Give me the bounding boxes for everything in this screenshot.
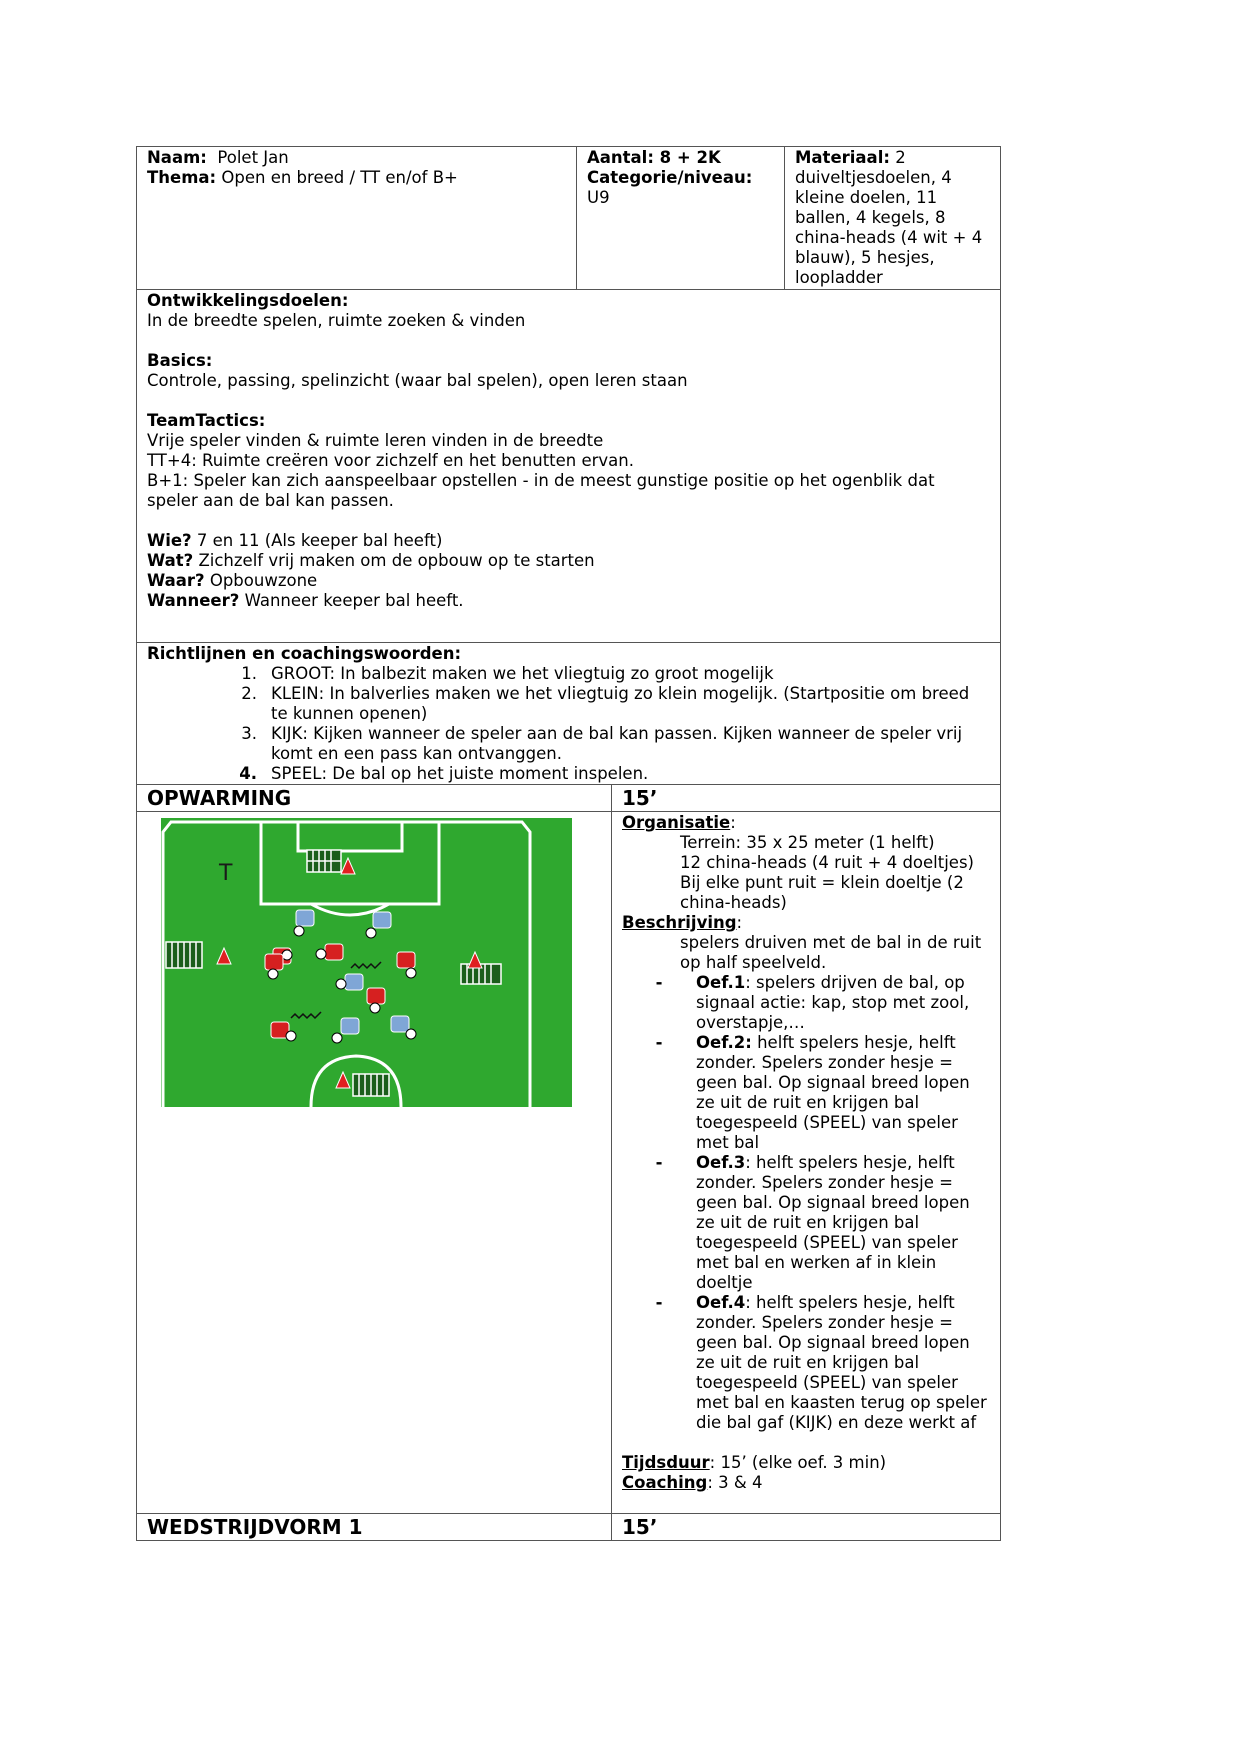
- aantal-label: Aantal: 8 + 2K: [587, 148, 721, 167]
- goal-top: [307, 850, 341, 872]
- coaching-item-text: KLEIN: In balverlies maken we het vliegtuig zo klein mogelijk. (Startpositie om breed te kunnen openen): [271, 684, 970, 723]
- coaching-item: [147, 664, 990, 684]
- coaching-guidelines-label: Richtlijnen en coachingswoorden:: [147, 644, 462, 663]
- wat-text: Zichzelf vrij maken om de opbouw op te starten: [198, 551, 595, 570]
- beschrijving-text: spelers druiven met de bal in de ruit op half speelveld.: [680, 933, 982, 972]
- waar-text: Opbouwzone: [209, 571, 318, 590]
- exercise-text: : helft spelers hesje, helft zonder. Spelers zonder hesje = geen bal. Op signaal breed lopen ze uit de ruit en krijgen bal toegespeeld (SPEEL) van speler met bal en kaasten terug op speler die bal gaf (KIJK) en deze werkt af: [696, 1293, 987, 1432]
- wedstrijd-header-row: [137, 1514, 1001, 1541]
- goal-left: [166, 942, 202, 968]
- waar-label: Waar?: [147, 571, 205, 590]
- header-row: [137, 147, 1001, 290]
- wanneer-label: Wanneer?: [147, 591, 240, 610]
- tt-line-1: Vrije speler vinden & ruimte leren vinden in de breedte: [147, 431, 604, 450]
- thema-label: Thema:: [147, 168, 217, 187]
- exercise-item: - Oef.1: spelers drijven de bal, op signaal actie: kap, stop met zool, overstapje,…: [655, 973, 970, 1032]
- coaching-label: Coaching: [622, 1473, 708, 1492]
- exercise-list: [622, 973, 990, 1433]
- coaching-cell: [137, 643, 1001, 785]
- categorie-label: Categorie/niveau:: [587, 168, 753, 187]
- wanneer-text: Wanneer keeper bal heeft.: [244, 591, 464, 610]
- exercise-label: Oef.3: [696, 1153, 746, 1172]
- exercise-label: Oef.2:: [696, 1033, 752, 1052]
- wedstrijd-title: WEDSTRIJDVORM 1: [137, 1514, 612, 1541]
- exercise-text: helft spelers hesje, helft zonder. Spelers zonder hesje = geen bal. Op signaal breed lopen ze uit de ruit en krijgen bal toegespeeld (SPEEL) van speler met bal: [696, 1033, 970, 1152]
- opwarming-body-row: [137, 812, 1001, 1514]
- goals-cell: [137, 290, 1001, 643]
- categorie-value: U9: [587, 188, 610, 207]
- tijdsduur-label: Tijdsduur: [622, 1453, 710, 1472]
- tt-label: TeamTactics:: [147, 411, 266, 430]
- basics-label: Basics:: [147, 351, 213, 370]
- organisatie-label: Organisatie: [622, 813, 731, 832]
- materiaal-label: Materiaal:: [795, 148, 890, 167]
- naam-thema-cell: [137, 147, 577, 290]
- wie-text: 7 en 11 (Als keeper bal heeft): [196, 531, 443, 550]
- tt-line-2: TT+4: Ruimte creëren voor zichzelf en het benutten ervan.: [147, 451, 634, 470]
- aantal-cell: [577, 147, 785, 290]
- session-sheet: [136, 146, 1000, 1541]
- coaching-item-text: SPEEL: De bal op het juiste moment inspelen.: [271, 764, 649, 783]
- coaching-item-text: KIJK: Kijken wanneer de speler aan de bal kan passen. Kijken wanneer de speler vrij komt en een pass kan ontvanggen.: [271, 724, 963, 763]
- coaching-item-text: GROOT: In balbezit maken we het vliegtuig zo groot mogelijk: [271, 664, 774, 683]
- exercise-item: - Oef.3: helft spelers hesje, helft zonder. Spelers zonder hesje = geen bal. Op signaal breed lopen ze uit de ruit en krijgen bal toegespeeld (SPEEL) van speler met bal en werken af in klein doeltje: [655, 1153, 970, 1292]
- coaching-item: [147, 764, 990, 784]
- ontw-text: In de breedte spelen, ruimte zoeken & vinden: [147, 311, 526, 330]
- trainer-marker: T: [219, 861, 233, 886]
- coaching-item-num: 1.: [241, 664, 257, 683]
- basics-text: Controle, passing, spelinzicht (waar bal spelen), open leren staan: [147, 371, 688, 390]
- beschrijving-label: Beschrijving: [622, 913, 737, 932]
- materiaal-cell: [785, 147, 1001, 290]
- naam-label: Naam:: [147, 148, 207, 167]
- opwarming-duration: 15’: [612, 785, 1001, 812]
- wat-label: Wat?: [147, 551, 194, 570]
- org-line: 12 china-heads (4 ruit + 4 doeltjes): [680, 853, 974, 872]
- exercise-item: - Oef.4: helft spelers hesje, helft zonder. Spelers zonder hesje = geen bal. Op signaal breed lopen ze uit de ruit en krijgen bal toegespeeld (SPEEL) van speler met bal en kaasten terug op speler die bal gaf (KIJK) en deze werkt af: [655, 1293, 987, 1432]
- coaching-item-num: 4.: [239, 764, 257, 783]
- wie-label: Wie?: [147, 531, 192, 550]
- diagram-cell: [137, 812, 612, 1514]
- field-drawing: [161, 818, 572, 1107]
- naam-value: Polet Jan: [217, 148, 289, 167]
- exercise-label: Oef.1: [696, 973, 746, 992]
- coaching-text: : 3 & 4: [707, 1473, 763, 1492]
- goals-row: [137, 290, 1001, 643]
- opwarming-text-cell: Organisatie: Terrein: 35 x 25 meter (1 helft) 12 china-heads (4 ruit + 4 doeltjes) Bij elke punt ruit = klein doeltje (2 china-heads) Beschrijving: spelers druiven met de bal in de ruit op half speelveld. - Oef.1: spelers drijven de bal, op signaal actie: kap, stop met zool, overstapje,… - Oef.2: helft spelers hesje, helft zonder. Spelers zonder hesje = geen bal. Op signaal breed lopen ze uit de ruit en krijgen bal toegespeeld (SPEEL) van speler met bal - Oef.3: helft spelers hesje, helft zonder. Spelers zonder hesje = geen bal. Op signaal breed lopen ze uit de ruit en krijgen bal toegespeeld (SPEEL) van speler met bal en werken af in klein doeltje - Oef.4: helft spelers hesje, helft zonder. Spelers zonder hesje = geen bal. Op signaal breed lopen ze uit de ruit en krijgen bal toegespeeld (SPEEL) van speler met bal en kaasten terug op speler die bal gaf (KIJK) en deze werkt af Tijdsduur: 15’ (elke oef. 3 min) Coaching: 3 & 4: [612, 812, 1001, 1514]
- exercise-text: : helft spelers hesje, helft zonder. Spelers zonder hesje = geen bal. Op signaal breed lopen ze uit de ruit en krijgen bal toegespeeld (SPEEL) van speler met bal en werken af in klein doeltje: [696, 1153, 970, 1292]
- training-field-diagram: [161, 818, 572, 1107]
- goal-bottom: [353, 1074, 389, 1096]
- exercise-text: : spelers drijven de bal, op signaal actie: kap, stop met zool, overstapje,…: [696, 973, 970, 1032]
- opwarming-header-row: [137, 785, 1001, 812]
- coaching-list: [147, 664, 990, 784]
- ontw-label: Ontwikkelingsdoelen:: [147, 291, 349, 310]
- coaching-row: [137, 643, 1001, 785]
- org-line: Bij elke punt ruit = klein doeltje (2 china-heads): [680, 873, 964, 912]
- materiaal-value: 2 duiveltjesdoelen, 4 kleine doelen, 11 ballen, 4 kegels, 8 china-heads (4 wit + 4 blauw), 5 hesjes, loopladder: [795, 148, 983, 287]
- wedstrijd-duration: 15’: [612, 1514, 1001, 1541]
- coaching-item-num: 3.: [241, 724, 257, 743]
- coaching-item: [147, 724, 990, 764]
- tt-line-3: B+1: Speler kan zich aanspeelbaar opstellen - in de meest gunstige positie op het ogenblik dat speler aan de bal kan passen.: [147, 471, 935, 510]
- coaching-item-num: 2.: [241, 684, 257, 703]
- org-line: Terrein: 35 x 25 meter (1 helft): [680, 833, 935, 852]
- tijdsduur-text: : 15’ (elke oef. 3 min): [709, 1453, 887, 1472]
- thema-value: Open en breed / TT en/of B+: [221, 168, 458, 187]
- exercise-item: - Oef.2: helft spelers hesje, helft zonder. Spelers zonder hesje = geen bal. Op signaal breed lopen ze uit de ruit en krijgen bal toegespeeld (SPEEL) van speler met bal: [655, 1033, 970, 1152]
- exercise-label: Oef.4: [696, 1293, 746, 1312]
- coaching-item: [147, 684, 990, 724]
- session-table: [136, 146, 1001, 1541]
- opwarming-title: OPWARMING: [137, 785, 612, 812]
